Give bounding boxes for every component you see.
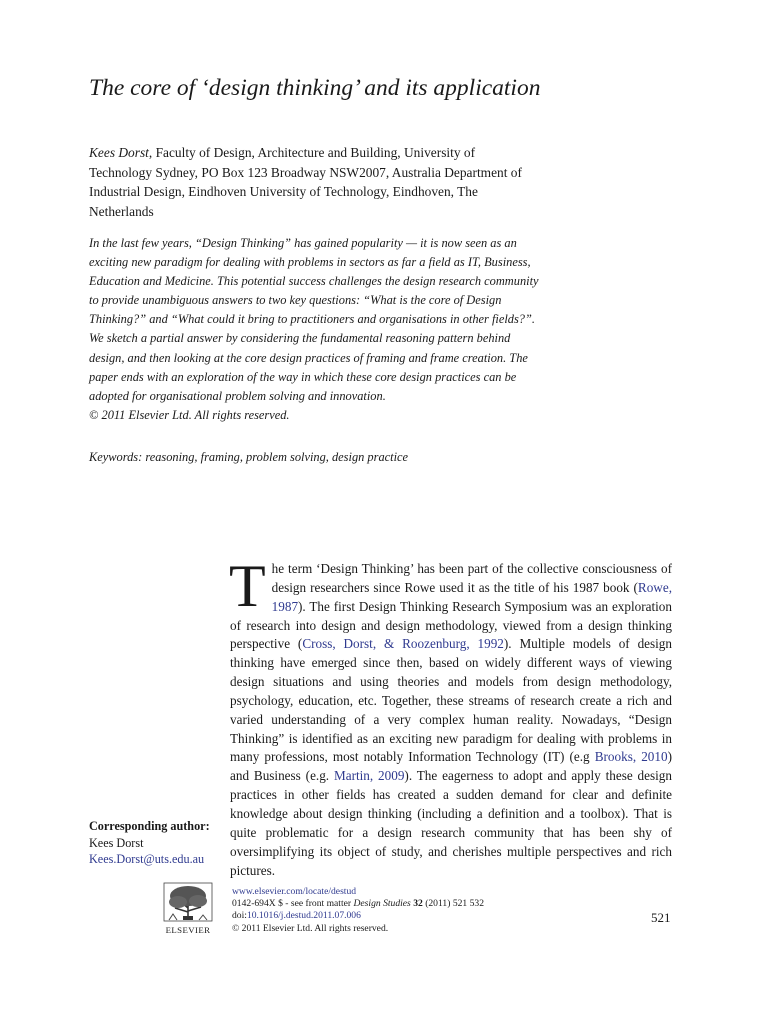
footer-copyright: © 2011 Elsevier Ltd. All rights reserved. xyxy=(232,922,389,934)
page-number: 521 xyxy=(651,910,671,925)
article-footer xyxy=(232,886,484,935)
body-text-2: ). The first Design Thinking Research Symposium was an exploration of research into design and design methodology, viewed from a design thinking perspective ( xyxy=(230,598,672,652)
article-title: The core of ‘design thinking’ and its application xyxy=(89,75,541,101)
body-text-4: ) and Business (e.g. xyxy=(230,749,672,784)
doi-prefix: doi: xyxy=(232,910,247,922)
abstract xyxy=(89,234,540,425)
body-text-1: he term ‘Design Thinking’ has been part of the collective consciousness of design researchers since Rowe used it as the title of his 1987 book ( xyxy=(271,561,672,595)
citation-link-brooks[interactable]: Brooks, 2010 xyxy=(594,749,668,765)
abstract-copyright: © 2011 Elsevier Ltd. All rights reserved. xyxy=(89,407,290,422)
corresponding-author-label: Corresponding author: xyxy=(89,819,210,833)
body-paragraph xyxy=(229,553,672,880)
corresponding-author-email[interactable]: Kees.Dorst@uts.edu.au xyxy=(89,852,205,867)
issn-suffix: (2011) 521 532 xyxy=(422,898,484,910)
author-name: Kees Dorst xyxy=(89,145,149,160)
corresponding-author-name: Kees Dorst xyxy=(89,835,144,850)
citation-link-martin[interactable]: Martin, 2009 xyxy=(333,768,405,784)
citation-link-cross[interactable]: Cross, Dorst, & Roozenburg, 1992 xyxy=(302,636,504,652)
journal-name: Design Studies xyxy=(353,898,411,910)
author-affiliation xyxy=(89,143,539,221)
abstract-text: In the last few years, “Design Thinking” has gained popularity — it is now seen as an exciting new paradigm for dealing with problems in sectors as far a field as IT, Business, Education and Medicine. This potential success challenges the design research community to provide unambiguous answers to two key questions: “What is the core of Design Thinking?” and “What could it bring to practitioners and organisations in other fields?”. We sketch a partial answer by considering the fundamental reasoning pattern behind design, and then looking at the core design practices of framing and frame creation. The paper ends with an exploration of the way in which these core design practices can be adopted for organisational problem solving and innovation. xyxy=(89,236,539,403)
issn-prefix: 0142-694X $ - see front matter xyxy=(232,898,354,910)
corresponding-author xyxy=(89,818,219,868)
doi-link[interactable]: 10.1016/j.destud.2011.07.006 xyxy=(246,910,361,922)
body-text-5: ). The eagerness to adopt and apply these design practices in other fields has created a sudden demand for clear and definite knowledge about design thinking (including a definition and a toolbox). That is quite problematic for a design research community that has been shy of oversimplifying its object of study, and cherishes multiple perspectives and rich pictures. xyxy=(230,768,672,878)
body-text-3: ). Multiple models of design thinking have emerged since then, based on widely different ways of viewing design situations and using theories and models from design methodology, psychology, education, etc. Together, these streams of research create a rich and varied understanding of a very complex human reality. Nowadays, “Design Thinking” is identified as an exciting new paradigm for dealing with problems in many professions, most notably Information Technology (IT) (e.g xyxy=(230,636,672,765)
publisher-name: ELSEVIER xyxy=(165,925,211,935)
affiliation-text: , Faculty of Design, Architecture and Building, University of Technology Sydney, PO Box 123 Broadway NSW2007, Australia Department of Industrial Design, Eindhoven University of Technology, Eindhoven, The Netherlands xyxy=(89,145,522,219)
issn-line xyxy=(232,898,484,910)
doi-line xyxy=(232,910,484,922)
drop-cap: T xyxy=(229,553,266,619)
journal-url-link[interactable]: www.elsevier.com/locate/destud xyxy=(232,886,357,897)
keywords: Keywords: reasoning, framing, problem solving, design practice xyxy=(89,450,409,464)
journal-volume: 32 xyxy=(413,898,423,910)
citation-link-rowe[interactable]: Rowe, 1987 xyxy=(271,579,672,614)
